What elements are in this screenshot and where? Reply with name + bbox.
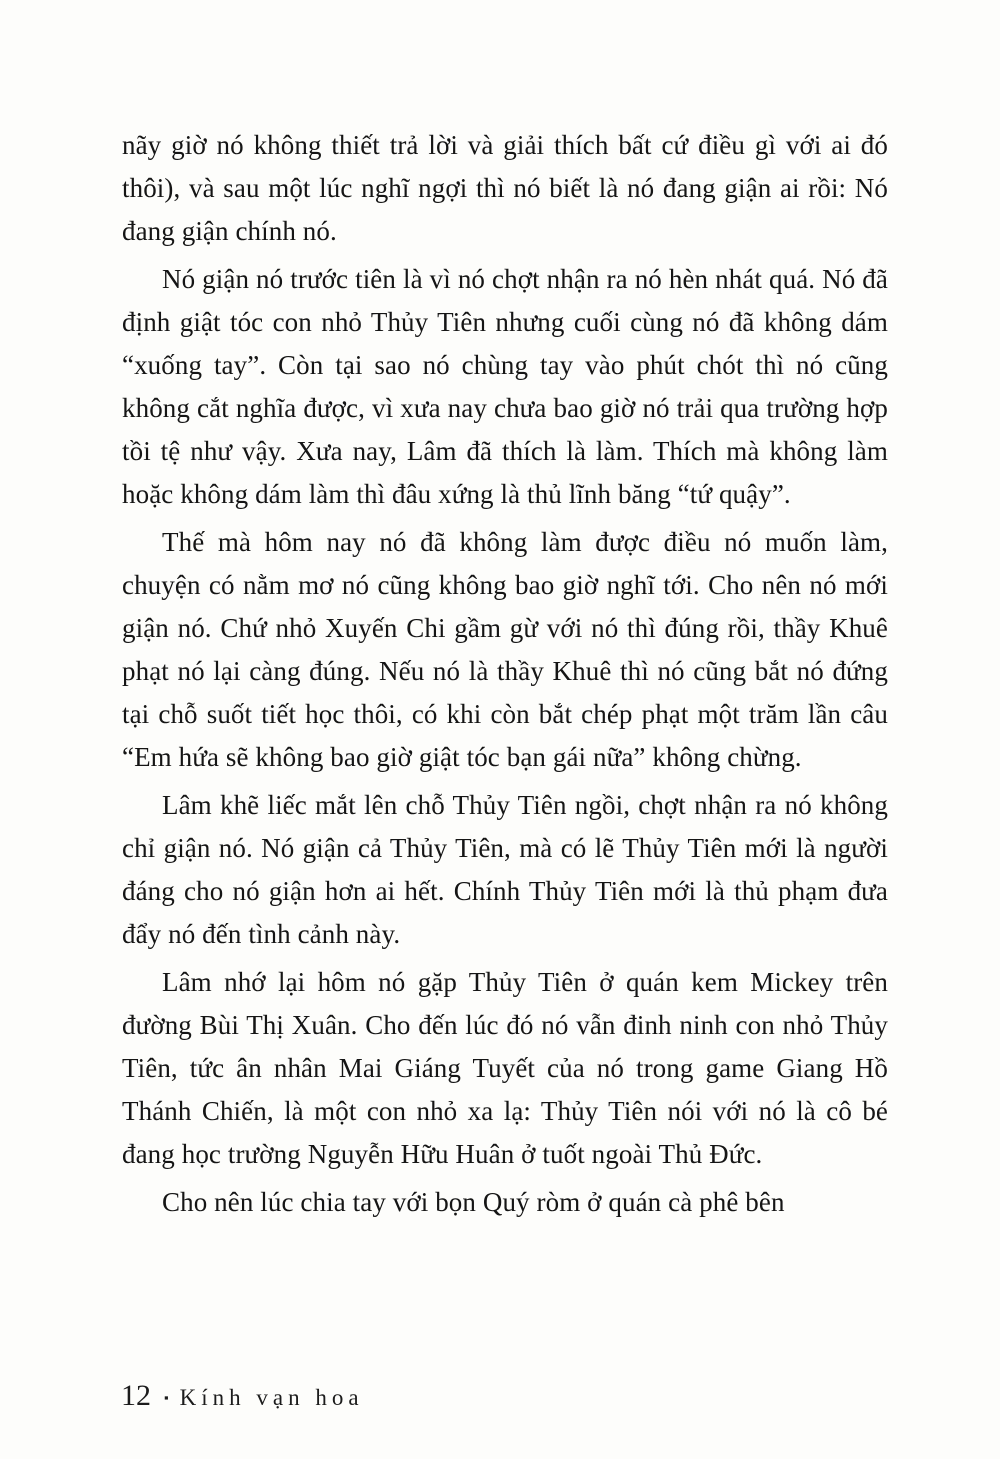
body-text-block [122,124,888,1224]
page-footer [121,1381,364,1413]
body-paragraph: Lâm nhớ lại hôm nó gặp Thủy Tiên ở quán kem Mickey trên đường Bùi Thị Xuân. Cho đến lúc đó nó vẫn đinh ninh con nhỏ Thủy Tiên, tức ân nhân Mai Giáng Tuyết của nó trong game Giang Hồ Thánh Chiến, là một con nhỏ xa lạ: Thủy Tiên nói với nó là cô bé đang học trường Nguyễn Hữu Huân ở tuốt ngoài Thủ Đức. [122,967,888,1169]
body-paragraph: Thế mà hôm nay nó đã không làm được điều nó muốn làm, chuyện có nằm mơ nó cũng không bao giờ nghĩ tới. Cho nên nó mới giận nó. Chứ nhỏ Xuyến Chi gầm gừ với nó thì đúng rồi, thầy Khuê phạt nó lại càng đúng. Nếu nó là thầy Khuê thì nó cũng bắt nó đứng tại chỗ suốt tiết học thôi, có khi còn bắt chép phạt một trăm lần câu “Em hứa sẽ không bao giờ giật tóc bạn gái nữa” không chừng. [122,527,888,772]
body-paragraph: nãy giờ nó không thiết trả lời và giải thích bất cứ điều gì với ai đó thôi), và sau một lúc nghĩ ngợi thì nó biết là nó đang giận ai rồi: Nó đang giận chính nó. [122,130,888,246]
body-paragraph: Lâm khẽ liếc mắt lên chỗ Thủy Tiên ngồi, chợt nhận ra nó không chỉ giận nó. Nó giận cả Thủy Tiên, mà có lẽ Thủy Tiên mới là người đáng cho nó giận hơn ai hết. Chính Thủy Tiên mới là thủ phạm đưa đẩy nó đến tình cảnh này. [122,790,888,949]
body-paragraph: Nó giận nó trước tiên là vì nó chợt nhận ra nó hèn nhát quá. Nó đã định giật tóc con nhỏ Thủy Tiên nhưng cuối cùng nó đã không dám “xuống tay”. Còn tại sao nó chùng tay vào phút chót thì nó cũng không cắt nghĩa được, vì xưa nay chưa bao giờ nó trải qua trường hợp tồi tệ như vậy. Xưa nay, Lâm đã thích là làm. Thích mà không làm hoặc không dám làm thì đâu xứng là thủ lĩnh băng “tứ quậy”. [122,264,888,509]
body-paragraph: Cho nên lúc chia tay với bọn Quý ròm ở quán cà phê bên [162,1187,785,1217]
square-bullet-icon: ▪ [164,1390,169,1405]
book-title: Kính vạn hoa [179,1385,364,1410]
page-number: 12 [121,1379,151,1412]
